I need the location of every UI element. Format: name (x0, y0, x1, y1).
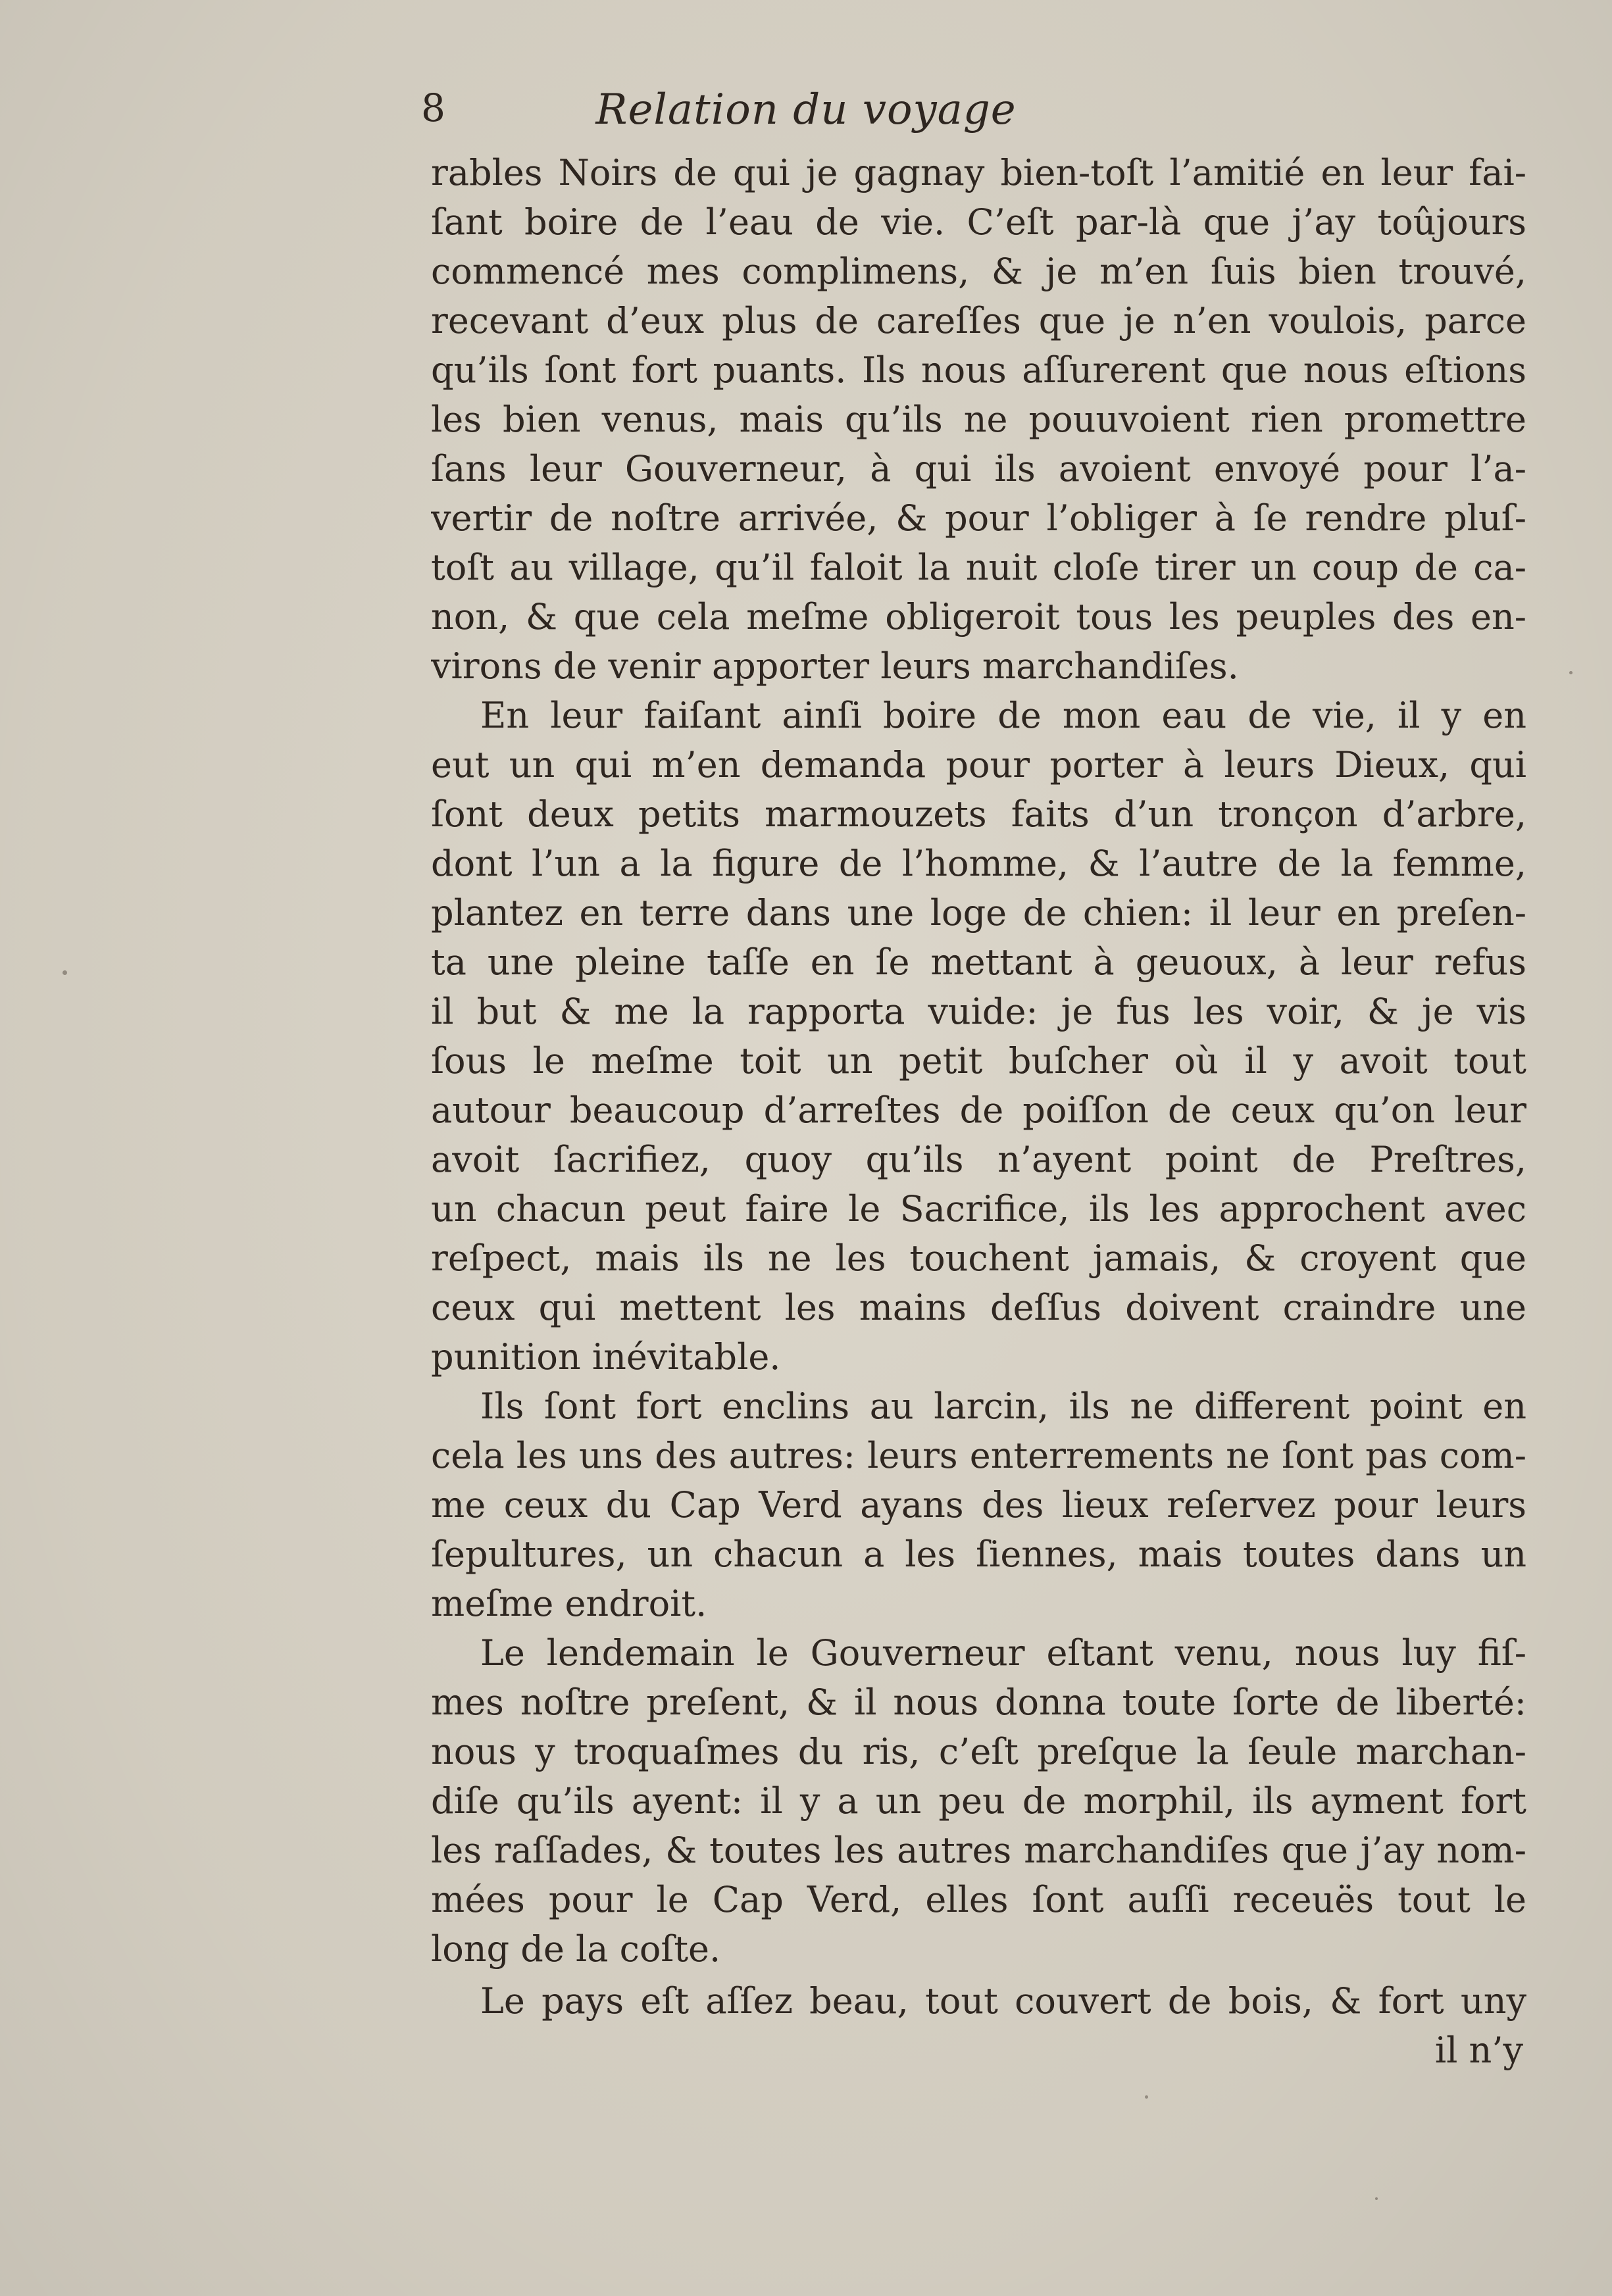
text-line: ta une pleine taſſe en ſe mettant à geuoux, à leur refus (431, 941, 1526, 983)
text-line: mes noſtre preſent, & il nous donna toute ſorte de liberté: (431, 1682, 1526, 1723)
text-line: ſepultures, un chacun a les ſiennes, mais toutes dans un (431, 1534, 1526, 1575)
paragraph-start-line: En leur faiſant ainſi boire de mon eau de vie, il y en (480, 695, 1526, 736)
paper-speck (1145, 2095, 1148, 2099)
text-line: rables Noirs de qui je gagnay bien-toſt l’amitié en leur fai- (431, 152, 1526, 193)
paragraph-start-line: Ils ſont fort enclins au larcin, ils ne different point en (480, 1385, 1526, 1427)
text-line: les raſſades, & toutes les autres marchandiſes que j’ay nom- (431, 1830, 1526, 1871)
paragraph-end-line: meſme endroit. (431, 1583, 707, 1624)
catchword: il n’y (1434, 2030, 1523, 2071)
running-title: Relation du voyage (595, 86, 1017, 134)
page-number: 8 (421, 86, 445, 130)
paper-speck (1569, 671, 1573, 674)
text-line: toſt au village, qu’il faloit la nuit cloſe tirer un coup de ca- (431, 547, 1526, 588)
text-line: vertir de noſtre arrivée, & pour l’obliger à ſe rendre pluſ- (431, 497, 1526, 539)
text-line: autour beaucoup d’arreſtes de poiſſon de ceux qu’on leur (431, 1089, 1526, 1131)
text-line: ſont deux petits marmouzets faits d’un tronçon d’arbre, (431, 793, 1526, 835)
text-line: nous y troquaſmes du ris, c’eſt preſque la ſeule marchan- (431, 1731, 1526, 1772)
paragraph-start-line: Le lendemain le Gouverneur eſtant venu, nous luy fiſ- (480, 1632, 1526, 1674)
text-line: eut un qui m’en demanda pour porter à leurs Dieux, qui (431, 744, 1526, 786)
text-line: recevant d’eux plus de careſſes que je n’en voulois, parce (431, 300, 1526, 341)
paper-speck (63, 970, 67, 975)
text-line: dont l’un a la figure de l’homme, & l’autre de la femme, (431, 843, 1526, 884)
paragraph-end-line: long de la coſte. (431, 1928, 721, 1970)
body-text (431, 148, 1526, 2075)
text-line: ſous le meſme toit un petit buſcher où il y avoit tout (431, 1040, 1526, 1082)
text-line: me ceux du Cap Verd ayans des lieux reſervez pour leurs (431, 1484, 1526, 1526)
text-line: diſe qu’ils ayent: il y a un peu de morphil, ils ayment fort (431, 1780, 1526, 1822)
text-line: avoit ſacrifiez, quoy qu’ils n’ayent point de Preſtres, (431, 1139, 1526, 1180)
text-line: mées pour le Cap Verd, elles ſont auſſi receuës tout le (431, 1879, 1526, 1920)
paragraph-end-line: virons de venir apporter leurs marchandiſes. (431, 645, 1239, 687)
text-line: non, & que cela meſme obligeroit tous les peuples des en- (431, 596, 1526, 637)
text-line: les bien venus, mais qu’ils ne pouuvoient rien promettre (431, 399, 1526, 440)
paragraph-start-line: Le pays eſt aſſez beau, tout couvert de bois, & fort uny (480, 1980, 1526, 2022)
text-line: reſpect, mais ils ne les touchent jamais, & croyent que (431, 1237, 1526, 1279)
paper-speck (1375, 2197, 1378, 2200)
text-line: ceux qui mettent les mains deſſus doivent craindre une (431, 1287, 1526, 1328)
paragraph-end-line: punition inévitable. (431, 1336, 781, 1378)
text-line: qu’ils ſont fort puants. Ils nous aſſurerent que nous eſtions (431, 349, 1526, 391)
text-line: plantez en terre dans une loge de chien: il leur en preſen- (431, 892, 1526, 934)
text-line: cela les uns des autres: leurs enterrements ne ſont pas com- (431, 1435, 1526, 1476)
page-header (421, 86, 1191, 148)
text-line: ſans leur Gouverneur, à qui ils avoient envoyé pour l’a- (431, 448, 1526, 489)
text-line: un chacun peut faire le Sacrifice, ils les approchent avec (431, 1188, 1526, 1230)
text-line: il but & me la rapporta vuide: je fus les voir, & je vis (431, 991, 1526, 1032)
text-line: ſant boire de l’eau de vie. C’eſt par-là que j’ay toûjours (431, 201, 1526, 243)
text-line: commencé mes complimens, & je m’en ſuis bien trouvé, (431, 251, 1526, 292)
paper-speck (1194, 717, 1197, 720)
